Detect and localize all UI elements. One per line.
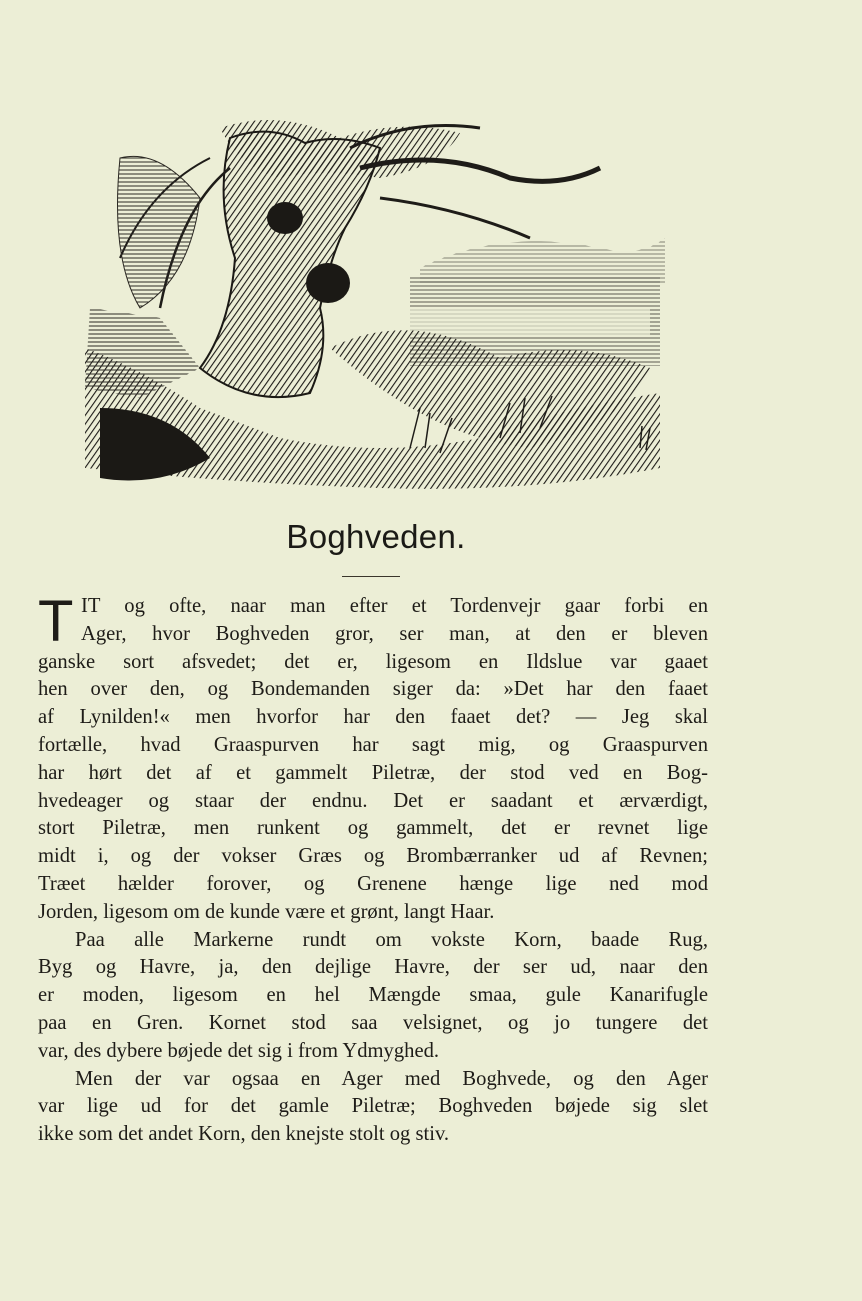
text-line: Træet hælder forover, og Grenene hænge lige ned mod xyxy=(38,872,708,895)
text-line: Ager, hvor Boghveden gror, ser man, at den er bleven xyxy=(81,622,708,645)
willow-tree-illustration xyxy=(80,108,670,500)
text-line: har hørt det af et gammelt Piletræ, der stod ved en Bog- xyxy=(38,761,708,784)
text-line: er moden, ligesom en hel Mængde smaa, gule Kanarifugle xyxy=(38,984,708,1007)
text-line: ganske sort afsvedet; det er, ligesom en Ildslue var gaaet xyxy=(38,650,708,673)
text-line: fortælle, hvad Graaspurven har sagt mig, og Graaspurven xyxy=(38,733,708,756)
engraving-image xyxy=(80,108,670,500)
drop-cap: T xyxy=(38,589,74,654)
text-line: stort Piletræ, men runkent og gammelt, det er revnet lige xyxy=(38,817,708,840)
text-line: Paa alle Markerne rundt om vokste Korn, baade Rug, xyxy=(75,928,708,951)
title-divider xyxy=(342,576,400,577)
text-line: hen over den, og Bondemanden siger da: »Det har den faaet xyxy=(38,678,708,701)
text-line: Byg og Havre, ja, den dejlige Havre, der ser ud, naar den xyxy=(38,956,708,979)
text-line: Jorden, ligesom om de kunde være et grønt, langt Haar. xyxy=(38,900,495,923)
text-line: IT og ofte, naar man efter et Tordenvejr gaar forbi en xyxy=(81,595,708,617)
text-line: midt i, og der vokser Græs og Brombærranker ud af Revnen; xyxy=(38,845,708,868)
text-line: var lige ud for det gamle Piletræ; Boghveden bøjede sig slet xyxy=(38,1095,708,1118)
text-line: paa en Gren. Kornet stod saa velsignet, og jo tungere det xyxy=(38,1011,708,1034)
chapter-title: Boghveden. xyxy=(286,518,466,555)
text-line: hvedeager og staar der endnu. Det er saadant et ærværdigt, xyxy=(38,789,708,812)
text-line: var, des dybere bøjede det sig i from Ydmyghed. xyxy=(38,1039,440,1062)
text-line: af Lynilden!« men hvorfor har den faaet det? — Jeg skal xyxy=(38,706,708,729)
text-line: Men der var ogsaa en Ager med Boghvede, og den Ager xyxy=(75,1067,708,1090)
body-text xyxy=(38,589,708,1149)
text-line: ikke som det andet Korn, den knejste stolt og stiv. xyxy=(38,1123,450,1146)
